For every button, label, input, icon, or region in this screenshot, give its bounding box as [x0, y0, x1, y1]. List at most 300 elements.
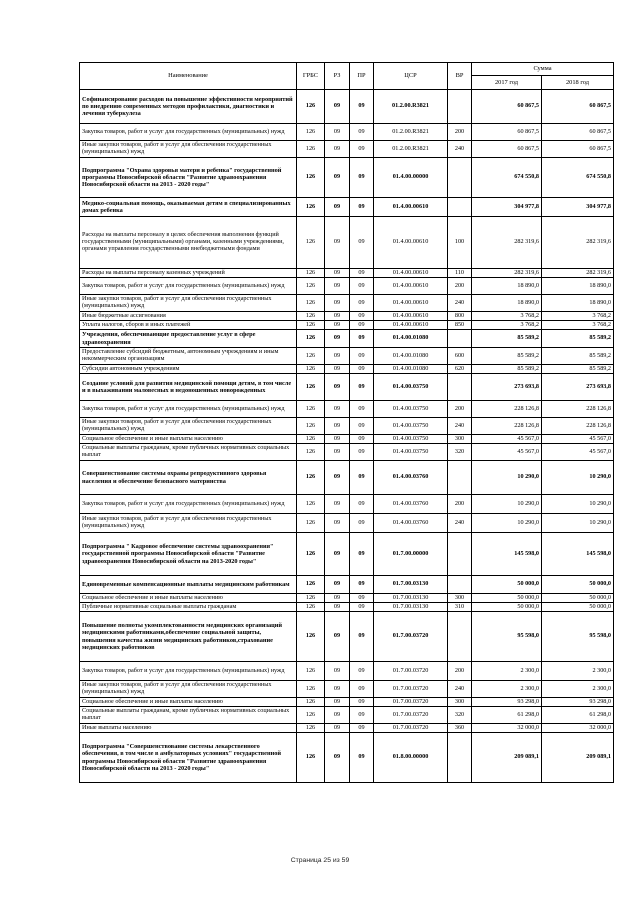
- row-sum-2018: 209 089,1: [542, 733, 614, 783]
- row-rz: 09: [325, 269, 350, 278]
- row-sum-2017: 60 867,5: [472, 141, 542, 158]
- row-sum-2017: 60 867,5: [472, 90, 542, 124]
- header-csr: ЦСР: [374, 63, 448, 90]
- row-sum-2017: 18 890,0: [472, 295, 542, 312]
- row-rz: 09: [325, 312, 350, 321]
- row-sum-2017: 50 000,0: [472, 594, 542, 603]
- row-csr: 01.4.00.00610: [374, 321, 448, 330]
- row-sum-2018: 3 768,2: [542, 312, 614, 321]
- row-grbs: 126: [297, 733, 325, 783]
- row-csr: 01.4.00.03750: [374, 418, 448, 435]
- row-csr: 01.4.00.00610: [374, 278, 448, 295]
- row-grbs: 126: [297, 141, 325, 158]
- row-grbs: 126: [297, 321, 325, 330]
- table-row: [80, 217, 614, 269]
- row-sum-2018: 60 867,5: [542, 141, 614, 158]
- row-pr: 09: [350, 461, 374, 495]
- row-vr: 320: [448, 444, 472, 461]
- budget-table: [79, 62, 614, 783]
- row-sum-2018: 50 000,0: [542, 576, 614, 594]
- row-rz: 09: [325, 348, 350, 365]
- row-name: Повышение полноты укомплектованности медицинских организаций медицинскими работниками,обеспечение социальной защиты, повышения качества жизни медицинских работников,страхование медицинских работников: [80, 612, 297, 662]
- row-vr: [448, 533, 472, 576]
- table-row: [80, 495, 614, 514]
- row-vr: 240: [448, 295, 472, 312]
- row-vr: 850: [448, 321, 472, 330]
- row-csr: 01.4.00.03750: [374, 401, 448, 418]
- row-name: Закупка товаров, работ и услуг для государственных (муниципальных) нужд: [80, 662, 297, 681]
- row-pr: 09: [350, 198, 374, 217]
- row-pr: 09: [350, 707, 374, 724]
- row-vr: 300: [448, 698, 472, 707]
- row-rz: 09: [325, 612, 350, 662]
- row-name: Учреждения, обеспечивающие предоставление услуг в сфере здравоохранения: [80, 330, 297, 348]
- row-vr: 200: [448, 401, 472, 418]
- row-sum-2018: 61 298,0: [542, 707, 614, 724]
- row-sum-2018: 282 319,6: [542, 217, 614, 269]
- row-pr: 09: [350, 724, 374, 733]
- row-name: Социальные выплаты гражданам, кроме публичных нормативных социальных выплат: [80, 444, 297, 461]
- row-name: Иные выплаты населению: [80, 724, 297, 733]
- row-sum-2018: 60 867,5: [542, 90, 614, 124]
- row-sum-2018: 304 977,8: [542, 198, 614, 217]
- row-pr: 09: [350, 662, 374, 681]
- row-csr: 01.7.00.03720: [374, 707, 448, 724]
- row-csr: 01.4.00.00610: [374, 295, 448, 312]
- row-rz: 09: [325, 401, 350, 418]
- row-sum-2017: 3 768,2: [472, 312, 542, 321]
- header-year-2018: 2018 год: [542, 76, 614, 90]
- row-sum-2018: 2 300,0: [542, 662, 614, 681]
- row-csr: 01.4.00.01080: [374, 365, 448, 374]
- row-vr: 110: [448, 269, 472, 278]
- row-csr: 01.7.00.03720: [374, 681, 448, 698]
- row-name: Иные закупки товаров, работ и услуг для обеспечения государственных (муниципальных) нужд: [80, 418, 297, 435]
- row-grbs: 126: [297, 698, 325, 707]
- table-row: [80, 612, 614, 662]
- row-pr: 09: [350, 312, 374, 321]
- row-sum-2017: 2 300,0: [472, 681, 542, 698]
- row-pr: 09: [350, 348, 374, 365]
- row-name: Расходы на выплаты персоналу в целях обеспечения выполнения функций государственными (муниципальными) органами, казенными учреждениями, органами управления государственными внебюджетными фондами: [80, 217, 297, 269]
- table-row: [80, 124, 614, 141]
- row-sum-2018: 228 126,8: [542, 401, 614, 418]
- row-sum-2017: 228 126,8: [472, 418, 542, 435]
- row-name: Расходы на выплаты персоналу казенных учреждений: [80, 269, 297, 278]
- row-sum-2018: 45 567,0: [542, 435, 614, 444]
- row-pr: 09: [350, 365, 374, 374]
- table-row: [80, 295, 614, 312]
- row-grbs: 126: [297, 312, 325, 321]
- table-row: [80, 401, 614, 418]
- row-grbs: 126: [297, 612, 325, 662]
- table-row: [80, 444, 614, 461]
- row-vr: [448, 198, 472, 217]
- header-grbs: ГРБС: [297, 63, 325, 90]
- row-rz: 09: [325, 321, 350, 330]
- row-sum-2018: 85 589,2: [542, 330, 614, 348]
- row-grbs: 126: [297, 295, 325, 312]
- row-sum-2017: 2 300,0: [472, 662, 542, 681]
- row-vr: [448, 90, 472, 124]
- row-pr: 09: [350, 435, 374, 444]
- row-pr: 09: [350, 141, 374, 158]
- row-sum-2018: 50 000,0: [542, 603, 614, 612]
- row-sum-2017: 145 598,0: [472, 533, 542, 576]
- row-sum-2018: 2 300,0: [542, 681, 614, 698]
- row-pr: 09: [350, 533, 374, 576]
- budget-sheet: [79, 62, 613, 783]
- row-vr: 360: [448, 724, 472, 733]
- header-sum: Сумма: [472, 63, 614, 76]
- row-csr: 01.4.00.01080: [374, 348, 448, 365]
- row-grbs: 126: [297, 444, 325, 461]
- row-grbs: 126: [297, 158, 325, 198]
- row-sum-2018: 95 598,0: [542, 612, 614, 662]
- row-sum-2017: 209 089,1: [472, 733, 542, 783]
- table-row: [80, 141, 614, 158]
- row-name: Иные закупки товаров, работ и услуг для обеспечения государственных (муниципальных) нужд: [80, 514, 297, 533]
- row-sum-2018: 228 126,8: [542, 418, 614, 435]
- row-pr: 09: [350, 321, 374, 330]
- row-sum-2018: 93 298,0: [542, 698, 614, 707]
- row-csr: 01.8.00.00000: [374, 733, 448, 783]
- row-name: Иные закупки товаров, работ и услуг для обеспечения государственных (муниципальных) нужд: [80, 141, 297, 158]
- row-grbs: 126: [297, 278, 325, 295]
- row-vr: [448, 612, 472, 662]
- row-rz: 09: [325, 514, 350, 533]
- row-sum-2018: 85 589,2: [542, 348, 614, 365]
- row-csr: 01.2.00.R3821: [374, 124, 448, 141]
- row-rz: 09: [325, 603, 350, 612]
- row-sum-2017: 10 290,0: [472, 461, 542, 495]
- row-name: Подпрограмма "Охрана здоровья матери и ребенка" государственной программы Новосибирской области "Развитие здравоохранения Новосибирской области на 2013 - 2020 годы": [80, 158, 297, 198]
- table-row: [80, 418, 614, 435]
- row-grbs: 126: [297, 681, 325, 698]
- row-sum-2017: 50 000,0: [472, 603, 542, 612]
- row-grbs: 126: [297, 269, 325, 278]
- table-row: [80, 90, 614, 124]
- row-sum-2017: 93 298,0: [472, 698, 542, 707]
- row-sum-2018: 45 567,0: [542, 444, 614, 461]
- row-sum-2017: 282 319,6: [472, 217, 542, 269]
- row-vr: [448, 576, 472, 594]
- row-csr: 01.4.00.00610: [374, 312, 448, 321]
- table-row: [80, 662, 614, 681]
- table-row: [80, 435, 614, 444]
- row-sum-2017: 304 977,8: [472, 198, 542, 217]
- row-vr: 240: [448, 418, 472, 435]
- row-csr: 01.4.00.01080: [374, 330, 448, 348]
- row-grbs: 126: [297, 330, 325, 348]
- header-year-2017: 2017 год: [472, 76, 542, 90]
- row-vr: 240: [448, 141, 472, 158]
- row-sum-2017: 95 598,0: [472, 612, 542, 662]
- row-grbs: 126: [297, 495, 325, 514]
- row-sum-2017: 674 550,8: [472, 158, 542, 198]
- row-rz: 09: [325, 681, 350, 698]
- row-name: Подпрограмма " Кадровое обеспечение системы здравоохранения" государственной программы Новосибирской области "Развитие здравоохранения Новосибирской области на 2013-2020 годы": [80, 533, 297, 576]
- row-rz: 09: [325, 124, 350, 141]
- row-pr: 09: [350, 158, 374, 198]
- row-vr: [448, 461, 472, 495]
- row-name: Закупка товаров, работ и услуг для государственных (муниципальных) нужд: [80, 401, 297, 418]
- header-pr: ПР: [350, 63, 374, 90]
- row-vr: 600: [448, 348, 472, 365]
- table-row: [80, 724, 614, 733]
- row-vr: 240: [448, 514, 472, 533]
- row-sum-2017: 228 126,8: [472, 401, 542, 418]
- row-name: Субсидии автономным учреждениям: [80, 365, 297, 374]
- row-name: Подпрограмма "Совершенствование системы лекарственного обеспечения, в том числе в амбулаторных условиях" государственной программы Новосибирской области "Развитие здравоохранения Новосибирской области на 2013 - 2020 годы": [80, 733, 297, 783]
- row-name: Софинансирование расходов на повышение эффективности мероприятий по внедрению современных методов профилактики, диагностики и лечения туберкулеза: [80, 90, 297, 124]
- row-grbs: 126: [297, 594, 325, 603]
- table-row: [80, 707, 614, 724]
- row-csr: 01.7.00.03130: [374, 576, 448, 594]
- row-vr: 620: [448, 365, 472, 374]
- row-sum-2017: 18 890,0: [472, 278, 542, 295]
- row-csr: 01.7.00.03720: [374, 698, 448, 707]
- row-name: Уплата налогов, сборов и иных платежей: [80, 321, 297, 330]
- row-sum-2018: 85 589,2: [542, 365, 614, 374]
- row-name: Закупка товаров, работ и услуг для государственных (муниципальных) нужд: [80, 124, 297, 141]
- row-vr: 240: [448, 681, 472, 698]
- row-csr: 01.4.00.00610: [374, 217, 448, 269]
- row-pr: 09: [350, 124, 374, 141]
- row-rz: 09: [325, 330, 350, 348]
- row-grbs: 126: [297, 365, 325, 374]
- row-pr: 09: [350, 217, 374, 269]
- row-grbs: 126: [297, 217, 325, 269]
- row-pr: 09: [350, 514, 374, 533]
- row-name: Иные закупки товаров, работ и услуг для обеспечения государственных (муниципальных) нужд: [80, 295, 297, 312]
- row-vr: 200: [448, 495, 472, 514]
- row-rz: 09: [325, 435, 350, 444]
- table-row: [80, 594, 614, 603]
- row-csr: 01.7.00.03720: [374, 662, 448, 681]
- row-csr: 01.4.00.03760: [374, 514, 448, 533]
- table-row: [80, 461, 614, 495]
- row-rz: 09: [325, 217, 350, 269]
- row-grbs: 126: [297, 374, 325, 401]
- row-sum-2017: 3 768,2: [472, 321, 542, 330]
- row-vr: [448, 733, 472, 783]
- row-rz: 09: [325, 90, 350, 124]
- row-sum-2017: 85 589,2: [472, 330, 542, 348]
- row-csr: 01.4.00.00610: [374, 198, 448, 217]
- row-name: Социальное обеспечение и иные выплаты населению: [80, 435, 297, 444]
- row-sum-2018: 10 290,0: [542, 461, 614, 495]
- row-pr: 09: [350, 681, 374, 698]
- row-vr: [448, 158, 472, 198]
- row-name: Медико-социальная помощь, оказываемая детям в специализированных домах ребенка: [80, 198, 297, 217]
- table-row: [80, 330, 614, 348]
- table-header: [80, 63, 614, 90]
- row-grbs: 126: [297, 124, 325, 141]
- row-csr: 01.4.00.03750: [374, 374, 448, 401]
- row-vr: 300: [448, 435, 472, 444]
- row-pr: 09: [350, 733, 374, 783]
- row-sum-2017: 282 319,6: [472, 269, 542, 278]
- row-rz: 09: [325, 158, 350, 198]
- row-grbs: 126: [297, 533, 325, 576]
- row-csr: 01.2.00.R3821: [374, 141, 448, 158]
- row-sum-2017: 32 000,0: [472, 724, 542, 733]
- row-csr: 01.2.00.R3821: [374, 90, 448, 124]
- row-sum-2018: 32 000,0: [542, 724, 614, 733]
- row-pr: 09: [350, 594, 374, 603]
- row-rz: 09: [325, 576, 350, 594]
- row-sum-2017: 45 567,0: [472, 444, 542, 461]
- page-number: Страница 25 из 59: [290, 857, 350, 864]
- row-sum-2017: 273 693,8: [472, 374, 542, 401]
- row-sum-2018: 145 598,0: [542, 533, 614, 576]
- row-sum-2018: 282 319,6: [542, 269, 614, 278]
- table-row: [80, 681, 614, 698]
- row-name: Закупка товаров, работ и услуг для государственных (муниципальных) нужд: [80, 278, 297, 295]
- row-csr: 01.4.00.03760: [374, 461, 448, 495]
- row-sum-2017: 60 867,5: [472, 124, 542, 141]
- row-pr: 09: [350, 295, 374, 312]
- table-row: [80, 374, 614, 401]
- row-rz: 09: [325, 495, 350, 514]
- row-sum-2017: 85 589,2: [472, 348, 542, 365]
- row-vr: [448, 374, 472, 401]
- row-sum-2017: 61 298,0: [472, 707, 542, 724]
- row-grbs: 126: [297, 435, 325, 444]
- table-row: [80, 321, 614, 330]
- row-rz: 09: [325, 365, 350, 374]
- table-row: [80, 278, 614, 295]
- row-sum-2018: 60 867,5: [542, 124, 614, 141]
- row-csr: 01.4.00.03750: [374, 435, 448, 444]
- row-vr: 200: [448, 124, 472, 141]
- row-grbs: 126: [297, 401, 325, 418]
- row-sum-2017: 10 290,0: [472, 495, 542, 514]
- row-pr: 09: [350, 576, 374, 594]
- row-pr: 09: [350, 698, 374, 707]
- row-sum-2018: 10 290,0: [542, 514, 614, 533]
- table-row: [80, 603, 614, 612]
- row-name: Совершенствование системы охраны репродуктивного здоровья населения и обеспечение безопасного материнства: [80, 461, 297, 495]
- row-name: Закупка товаров, работ и услуг для государственных (муниципальных) нужд: [80, 495, 297, 514]
- row-pr: 09: [350, 418, 374, 435]
- row-csr: 01.7.00.03720: [374, 724, 448, 733]
- row-name: Создание условий для развития медицинской помощи детям, в том числе и в выхаживании маловесных и недоношенных новорожденных: [80, 374, 297, 401]
- row-sum-2017: 10 290,0: [472, 514, 542, 533]
- table-row: [80, 198, 614, 217]
- row-grbs: 126: [297, 662, 325, 681]
- row-pr: 09: [350, 269, 374, 278]
- row-grbs: 126: [297, 418, 325, 435]
- row-rz: 09: [325, 374, 350, 401]
- table-row: [80, 733, 614, 783]
- row-name: Предоставление субсидий бюджетным, автономным учреждениям и иным некоммерческим организациям: [80, 348, 297, 365]
- row-name: Социальное обеспечение и иные выплаты населению: [80, 594, 297, 603]
- table-row: [80, 348, 614, 365]
- header-rz: РЗ: [325, 63, 350, 90]
- row-rz: 09: [325, 418, 350, 435]
- row-rz: 09: [325, 444, 350, 461]
- row-vr: 300: [448, 594, 472, 603]
- row-rz: 09: [325, 198, 350, 217]
- row-rz: 09: [325, 724, 350, 733]
- row-pr: 09: [350, 401, 374, 418]
- row-vr: 100: [448, 217, 472, 269]
- table-row: [80, 698, 614, 707]
- row-csr: 01.4.00.03750: [374, 444, 448, 461]
- row-pr: 09: [350, 90, 374, 124]
- row-vr: [448, 330, 472, 348]
- row-rz: 09: [325, 461, 350, 495]
- row-sum-2018: 674 550,8: [542, 158, 614, 198]
- row-rz: 09: [325, 533, 350, 576]
- row-csr: 01.7.00.00000: [374, 533, 448, 576]
- row-sum-2018: 10 290,0: [542, 495, 614, 514]
- row-grbs: 126: [297, 348, 325, 365]
- table-row: [80, 158, 614, 198]
- row-sum-2017: 85 589,2: [472, 365, 542, 374]
- row-grbs: 126: [297, 707, 325, 724]
- row-grbs: 126: [297, 576, 325, 594]
- row-sum-2018: 18 890,0: [542, 295, 614, 312]
- table-row: [80, 576, 614, 594]
- row-pr: 09: [350, 612, 374, 662]
- row-csr: 01.7.00.03130: [374, 594, 448, 603]
- row-pr: 09: [350, 495, 374, 514]
- row-name: Иные бюджетные ассигнования: [80, 312, 297, 321]
- row-rz: 09: [325, 662, 350, 681]
- row-rz: 09: [325, 278, 350, 295]
- row-grbs: 126: [297, 603, 325, 612]
- row-vr: 310: [448, 603, 472, 612]
- row-grbs: 126: [297, 724, 325, 733]
- row-pr: 09: [350, 278, 374, 295]
- row-name: Социальные выплаты гражданам, кроме публичных нормативных социальных выплат: [80, 707, 297, 724]
- row-pr: 09: [350, 330, 374, 348]
- row-sum-2018: 18 890,0: [542, 278, 614, 295]
- row-name: Единовременные компенсационные выплаты медицинским работникам: [80, 576, 297, 594]
- row-name: Публичные нормативные социальные выплаты гражданам: [80, 603, 297, 612]
- row-csr: 01.7.00.03720: [374, 612, 448, 662]
- table-row: [80, 533, 614, 576]
- row-rz: 09: [325, 594, 350, 603]
- row-rz: 09: [325, 707, 350, 724]
- header-vr: ВР: [448, 63, 472, 90]
- row-grbs: 126: [297, 514, 325, 533]
- row-grbs: 126: [297, 461, 325, 495]
- row-rz: 09: [325, 295, 350, 312]
- row-vr: 200: [448, 662, 472, 681]
- row-sum-2018: 50 000,0: [542, 594, 614, 603]
- row-rz: 09: [325, 733, 350, 783]
- table-row: [80, 269, 614, 278]
- row-vr: 800: [448, 312, 472, 321]
- table-row: [80, 312, 614, 321]
- row-pr: 09: [350, 603, 374, 612]
- header-name: Наименование: [80, 63, 297, 90]
- table-row: [80, 514, 614, 533]
- row-sum-2017: 45 567,0: [472, 435, 542, 444]
- row-csr: 01.4.00.03760: [374, 495, 448, 514]
- row-vr: 320: [448, 707, 472, 724]
- row-sum-2017: 50 000,0: [472, 576, 542, 594]
- row-vr: 200: [448, 278, 472, 295]
- row-pr: 09: [350, 444, 374, 461]
- row-grbs: 126: [297, 198, 325, 217]
- table-row: [80, 365, 614, 374]
- row-grbs: 126: [297, 90, 325, 124]
